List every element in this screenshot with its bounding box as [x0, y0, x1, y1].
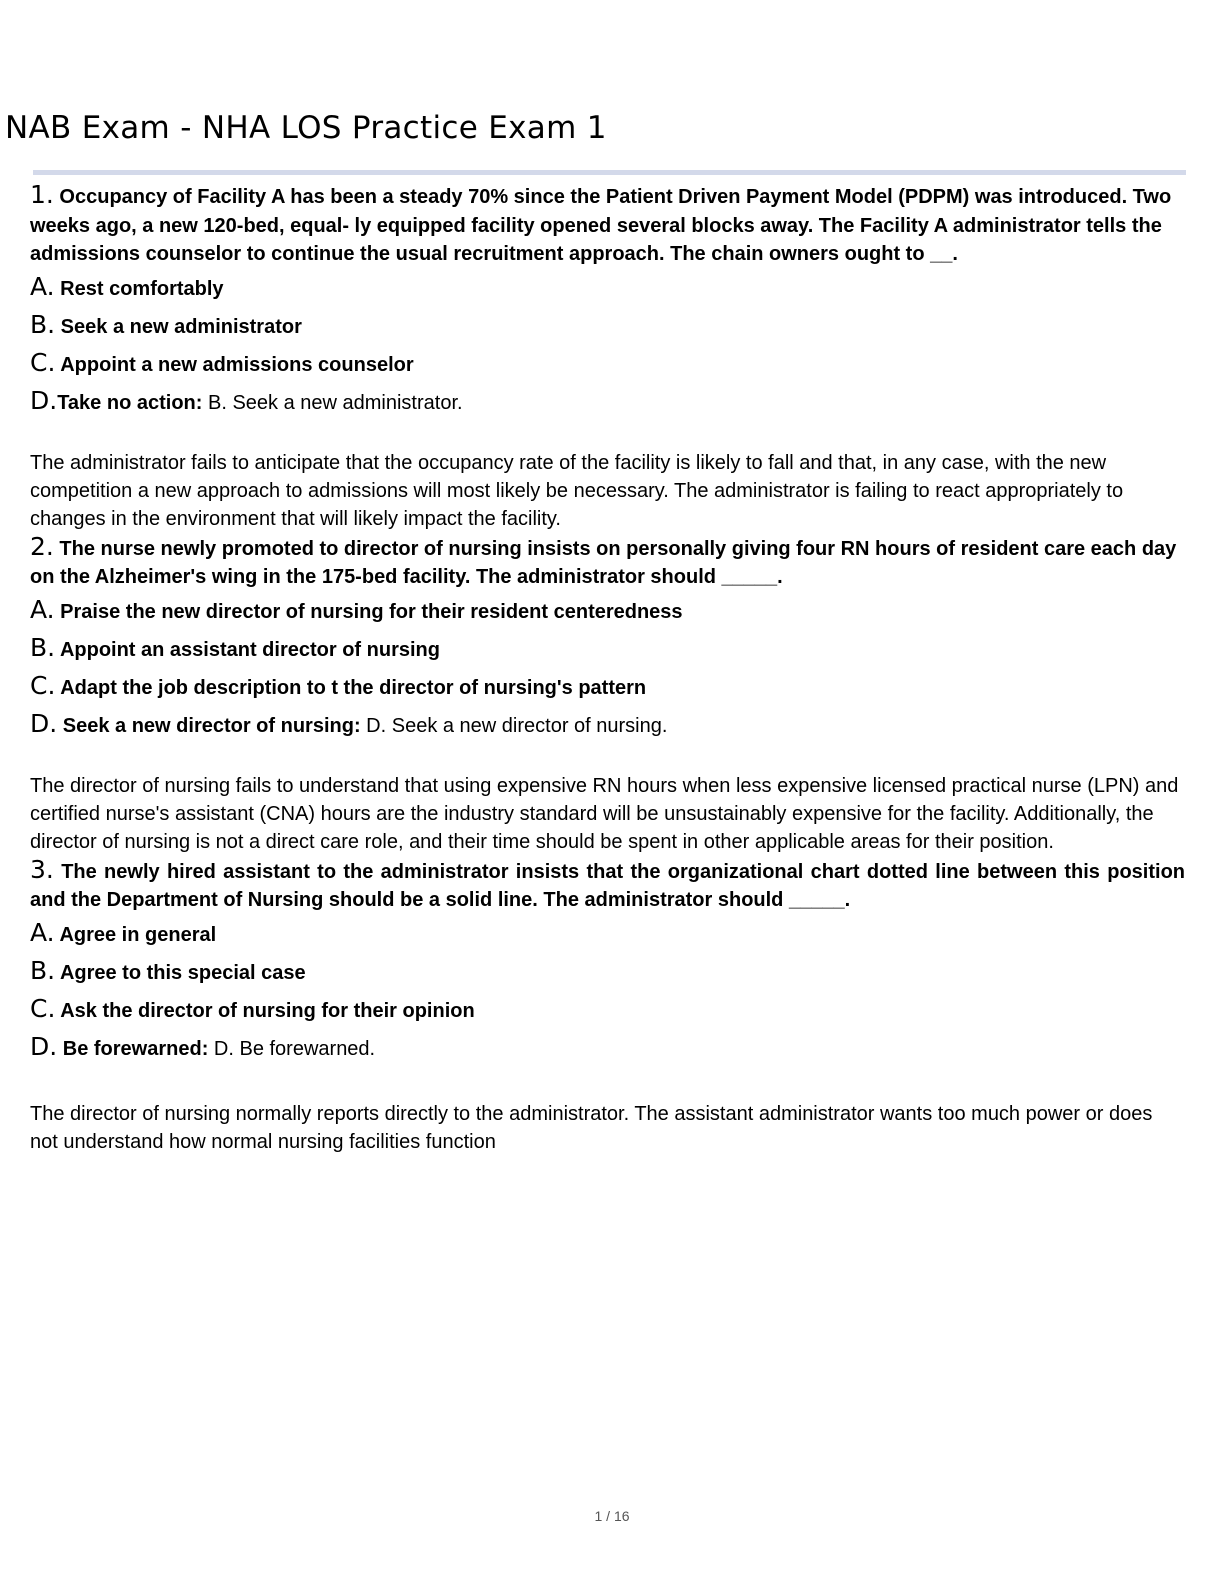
option-text: Appoint an assistant director of nursing: [59, 638, 440, 661]
option-letter: D.: [30, 708, 58, 738]
answer-text: D. Seek a new director of nursing.: [366, 714, 668, 737]
option-letter: A.: [30, 271, 55, 301]
title-divider: [33, 170, 1186, 175]
page-number: 1 / 16: [594, 1508, 630, 1524]
explanation-text: The administrator fails to anticipate that the occupancy rate of the facility is likely to fall and that, in any case, with the new competition a new approach to admissions will most likely be necessary. The administrator is failing to react appropriately to changes in the environment that will likely impact the facility.: [30, 451, 1124, 530]
option-letter: B.: [30, 309, 56, 339]
question-stem: [30, 181, 1185, 269]
option-a: [30, 269, 1185, 307]
option-text: Ask the director of nursing for their opinion: [60, 999, 475, 1022]
option-b: [30, 630, 1185, 668]
option-text: Seek a new administrator: [60, 315, 302, 338]
page-title: NAB Exam - NHA LOS Practice Exam 1: [5, 110, 607, 146]
option-text: Agree to this special case: [59, 961, 306, 984]
option-d: [30, 383, 1185, 421]
option-text: Agree in general: [59, 923, 217, 946]
question-number: 1.: [30, 180, 54, 209]
option-letter: D.: [30, 1031, 58, 1061]
option-a: [30, 592, 1185, 630]
explanation-text: The director of nursing normally reports directly to the administrator. The assistant administrator wants too much power or does not understand how normal nursing facilities function: [30, 1102, 1153, 1153]
option-letter: D.: [30, 385, 58, 415]
question-block: [30, 856, 1185, 1156]
answer-text: D. Be forewarned.: [213, 1037, 376, 1060]
question-number: 2.: [30, 531, 54, 561]
option-letter: B.: [30, 955, 56, 985]
question-list: [30, 181, 1185, 1156]
option-text: Take no action:: [57, 391, 203, 414]
option-text: Be forewarned:: [62, 1037, 209, 1060]
question-block: [30, 181, 1185, 533]
option-text: Seek a new director of nursing:: [62, 714, 361, 737]
explanation-text: The director of nursing fails to understand that using expensive RN hours when less expensive licensed practical nurse (LPN) and certified nurse's assistant (CNA) hours are the industry standard will be unsustainably expensive for the facility. Additionally, the director of nursing is not a direct care role, and their time should be spent in other applicable areas for their position.: [30, 774, 1179, 853]
option-a: [30, 915, 1185, 953]
option-d: [30, 706, 1185, 744]
answer-text: B. Seek a new administrator.: [207, 391, 463, 414]
option-c: [30, 345, 1185, 383]
option-letter: C.: [30, 347, 56, 377]
option-c: [30, 991, 1185, 1029]
option-letter: B.: [30, 632, 56, 662]
question-number: 3.: [30, 854, 54, 884]
option-text: Adapt the job description to t the director of nursing's pattern: [60, 676, 647, 699]
question-text: Occupancy of Facility A has been a steady 70% since the Patient Driven Payment Model (PDPM) was introduced. Two weeks ago, a new 120-bed, equal- ly equipped facility opened several blocks away. The Facility A administrator tells the admissions counselor to continue the usual recruitment approach. The chain owners ought to __.: [30, 186, 1172, 265]
question-block: [30, 533, 1185, 856]
option-c: [30, 668, 1185, 706]
option-text: Praise the new director of nursing for their resident centeredness: [60, 600, 683, 623]
option-text: Rest comfortably: [60, 277, 224, 300]
question-text: The newly hired assistant to the administrator insists that the organizational chart dotted line between this position and the Department of Nursing should be a solid line. The administrator should _____.: [30, 860, 1186, 911]
question-stem: [30, 533, 1185, 592]
option-letter: A.: [30, 594, 55, 624]
option-b: [30, 953, 1185, 991]
option-b: [30, 307, 1185, 345]
option-d: [30, 1029, 1185, 1067]
option-letter: C.: [30, 670, 56, 700]
question-stem: [30, 856, 1185, 915]
option-letter: A.: [30, 917, 55, 947]
option-letter: C.: [30, 993, 56, 1023]
question-text: The nurse newly promoted to director of nursing insists on personally giving four RN hours of resident care each day on the Alzheimer's wing in the 175-bed facility. The administrator should _____.: [30, 537, 1177, 588]
option-text: Appoint a new admissions counselor: [60, 353, 414, 376]
